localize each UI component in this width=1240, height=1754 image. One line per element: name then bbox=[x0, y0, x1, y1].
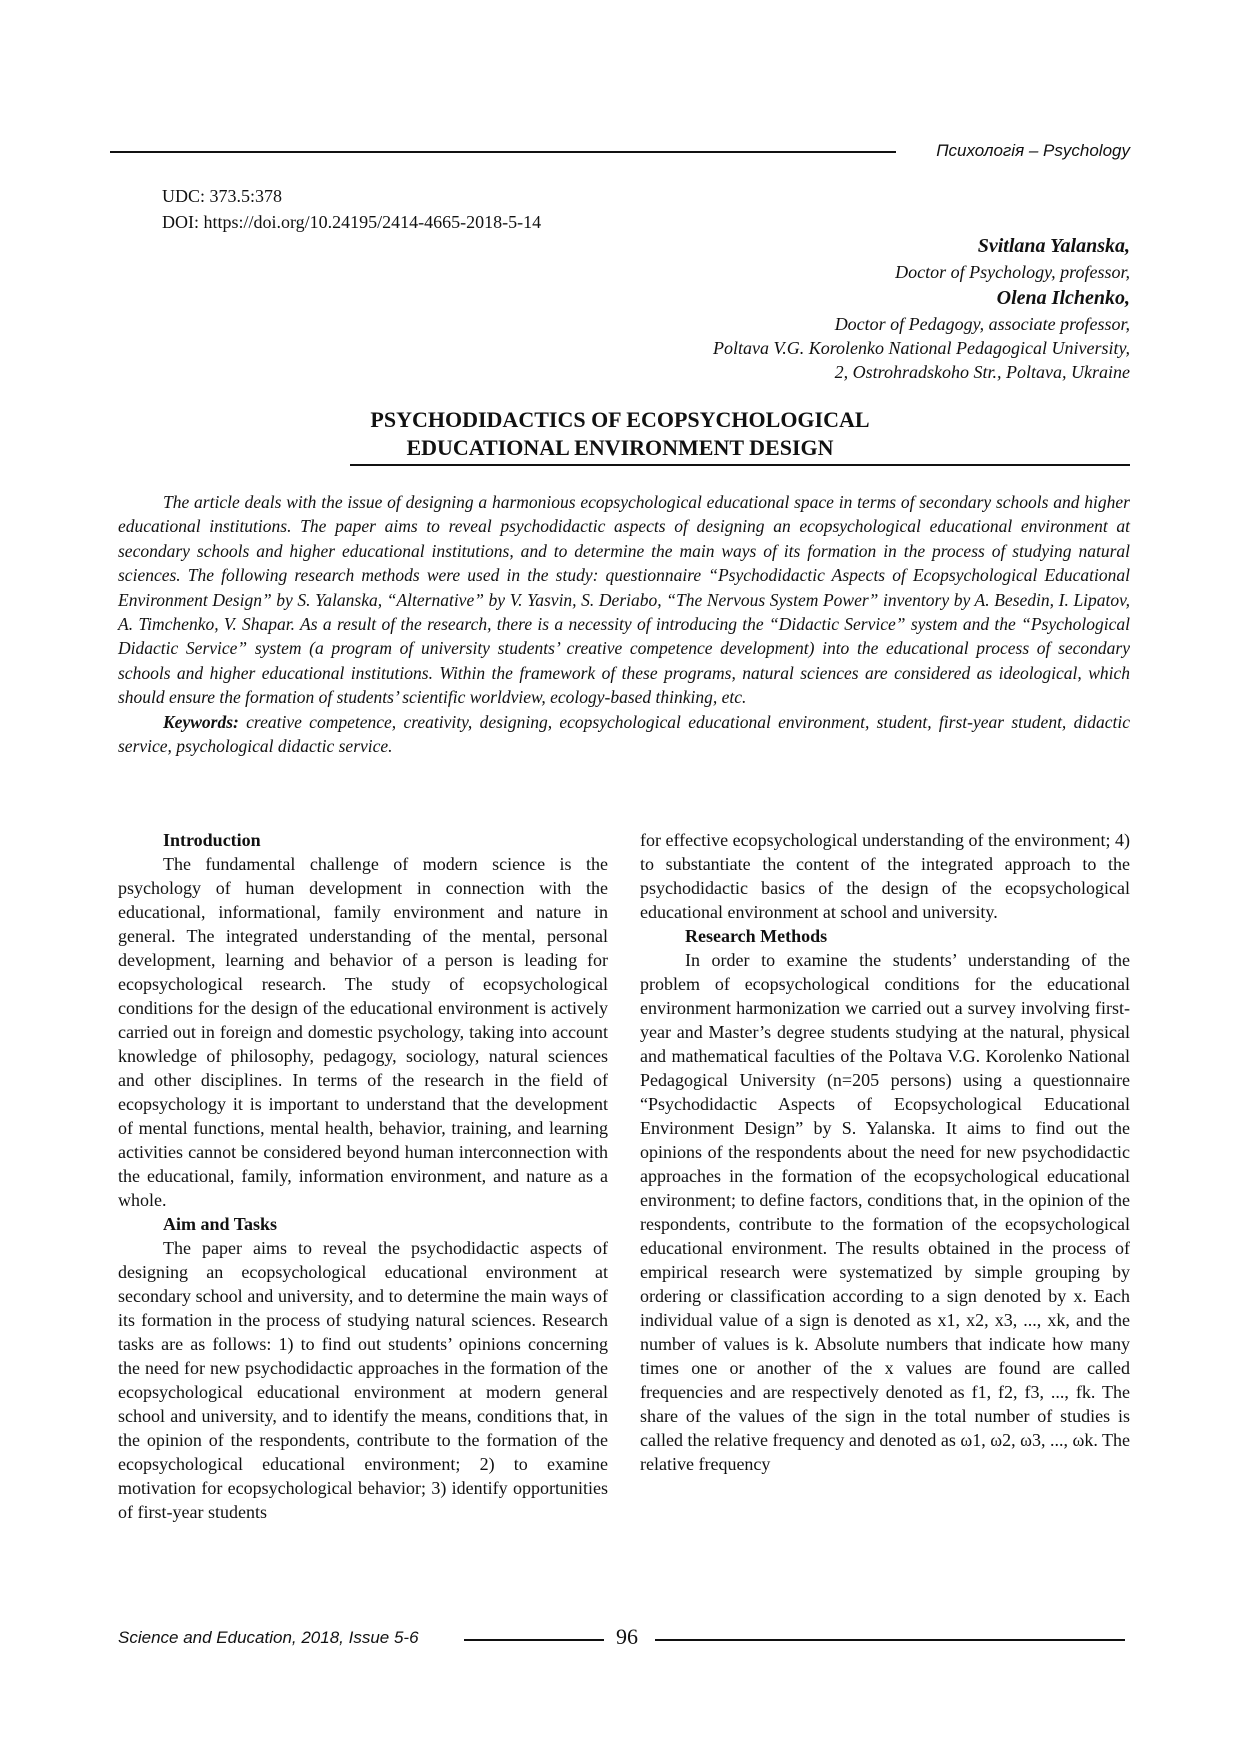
footer-rule-right bbox=[655, 1639, 1125, 1641]
authors-block bbox=[713, 232, 1130, 384]
keywords-label: Keywords: bbox=[163, 711, 239, 732]
journal-citation: Science and Education, 2018, Issue 5-6 bbox=[118, 1628, 419, 1647]
title-rule bbox=[350, 464, 1130, 466]
keywords bbox=[118, 710, 1130, 759]
keywords-list: creative competence, creativity, designing, ecopsychological educational environment, student, first-year student, didactic service, psychological didactic service. bbox=[118, 711, 1130, 757]
left-column bbox=[118, 828, 608, 1524]
address: 2, Ostrohradskoho Str., Poltava, Ukraine bbox=[834, 362, 1130, 382]
udc: UDC: 373.5:378 bbox=[162, 186, 283, 206]
aim-text: The paper aims to reveal the psychodidactic aspects of designing an ecopsychological educational environment at secondary school and university, and to determine the main ways of its formation in the process of studying natural sciences. Research tasks are as follows: 1) to find out students’ opinions concerning the need for new psychodidactic approaches in the formation of the ecopsychological educational environment at modern general school and university, and to identify the means, conditions that, in the opinion of the respondents, contribute to the formation of the ecopsychological educational environment; 2) to examine motivation for ecopsychological behavior; 3) identify opportunities of first-year students bbox=[118, 1238, 608, 1522]
introduction-text: The fundamental challenge of modern science is the psychology of human development in connection with the educational, informational, family environment and nature in general. The integrated understanding of the mental, personal development, learning and behavior of a person is leading for ecopsychological research. The study of ecopsychological conditions for the design of the educational environment is actively carried out in foreign and domestic psychology, taking into account knowledge of philosophy, pedagogy, sociology, natural sciences and other disciplines. In terms of the research in the field of ecopsychology it is important to understand that the development of mental functions, mental health, behavior, training, and learning activities cannot be considered beyond human interconnection with the educational, family, information environment, and nature as a whole. bbox=[118, 854, 608, 1210]
aim-text-continued: for effective ecopsychological understanding of the environment; 4) to substantiate the content of the integrated approach to the psychodidactic basics of the design of the ecopsychological educational environment at school and university. bbox=[640, 830, 1130, 922]
aim-heading: Aim and Tasks bbox=[163, 1214, 278, 1234]
doi: DOI: https://doi.org/10.24195/2414-4665-2018-5-14 bbox=[162, 212, 542, 232]
introduction-heading: Introduction bbox=[163, 830, 261, 850]
author-2-name: Olena Ilchenko, bbox=[996, 287, 1130, 309]
running-title: Психологія – Psychology bbox=[936, 141, 1130, 160]
footer-rule-left bbox=[464, 1639, 604, 1641]
article-meta bbox=[162, 183, 541, 235]
title-line-1: PSYCHODIDACTICS OF ECOPSYCHOLOGICAL bbox=[370, 407, 870, 432]
title-line-2: EDUCATIONAL ENVIRONMENT DESIGN bbox=[406, 435, 834, 460]
right-column bbox=[640, 828, 1130, 1476]
affiliation: Poltava V.G. Korolenko National Pedagogical University, bbox=[713, 338, 1130, 358]
abstract bbox=[118, 490, 1130, 758]
header-rule bbox=[110, 151, 896, 153]
author-2-title: Doctor of Pedagogy, associate professor, bbox=[834, 314, 1130, 334]
page-number: 96 bbox=[616, 1624, 638, 1649]
author-1-title: Doctor of Psychology, professor, bbox=[895, 262, 1130, 282]
abstract-text: The article deals with the issue of designing a harmonious ecopsychological educational space in terms of secondary schools and higher educational institutions. The paper aims to reveal psychodidactic aspects of designing an ecopsychological educational environment at secondary schools and higher educational institutions, and to determine the main ways of its formation in the process of studying natural sciences. The following research methods were used in the study: questionnaire “Psychodidactic Aspects of Ecopsychological Educational Environment Design” by S. Yalanska, “Alternative” by V. Yasvin, S. Deriabo, “The Nervous System Power” inventory by A. Besedin, I. Lipatov, A. Timchenko, V. Shapar. As a result of the research, there is a necessity of introducing the “Didactic Service” system and the “Psychological Didactic Service” system (a program of university students’ creative competence development) into the educational process of secondary schools and higher educational institutions. Within the framework of these programs, natural sciences are considered as ideological, which should ensure the formation of students’ scientific worldview, ecology-based thinking, etc. bbox=[118, 492, 1130, 708]
author-1-name: Svitlana Yalanska, bbox=[977, 235, 1130, 257]
paper-title bbox=[110, 406, 1130, 462]
methods-heading: Research Methods bbox=[685, 926, 828, 946]
methods-text: In order to examine the students’ understanding of the problem of ecopsychological conditions for the educational environment harmonization we carried out a survey involving first-year and Master’s degree students studying at the natural, physical and mathematical faculties of the Poltava V.G. Korolenko National Pedagogical University (n=205 persons) using a questionnaire “Psychodidactic Aspects of Ecopsychological Educational Environment Design” by S. Yalanska. It aims to find out the opinions of the respondents about the need for new psychodidactic approaches in the formation of the ecopsychological educational environment; to define factors, conditions that, in the opinion of the respondents, contribute to the formation of the ecopsychological educational environment. The results obtained in the process of empirical research were systematized by simple grouping by ordering or classification according to a sign denoted by x. Each individual value of a sign is denoted as x1, x2, x3, ..., xk, and the number of values is k. Absolute numbers that indicate how many times one or another of the x values are found are called frequencies and are respectively denoted as f1, f2, f3, ..., fk. The share of the values of the sign in the total number of studies is called the relative frequency and denoted as ω1, ω2, ω3, ..., ωk. The relative frequency bbox=[640, 950, 1130, 1474]
